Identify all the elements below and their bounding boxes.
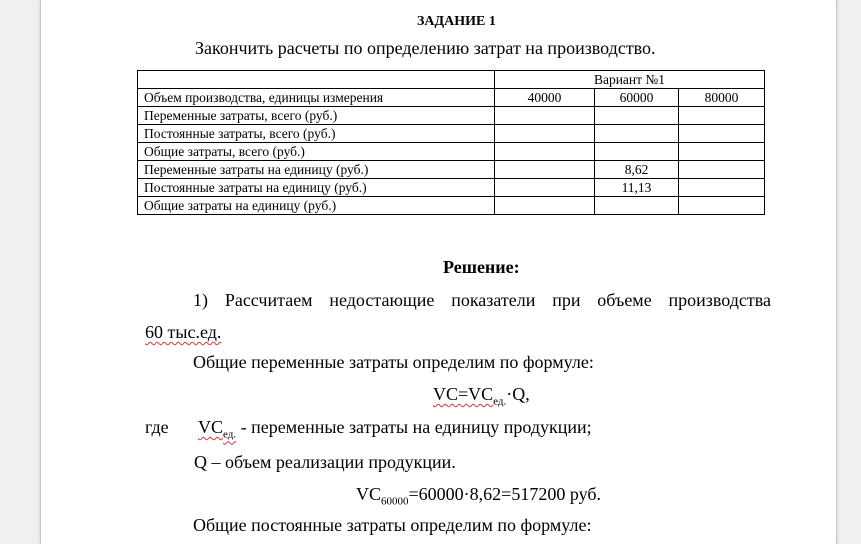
definition-q: Q – объем реализации продукции. [194, 452, 456, 472]
table-cell [679, 125, 765, 143]
task-title: ЗАДАНИЕ 1 [417, 14, 496, 29]
spellcheck-text: 60 тыс.ед. [145, 322, 222, 342]
calc-symbol: VC [356, 484, 382, 504]
table-cell [595, 107, 679, 125]
table-cell [495, 161, 595, 179]
definition-text: - переменные затраты на единицу продукции; [240, 417, 592, 437]
document-page [40, 0, 837, 544]
task-description: Закончить расчеты по определению затрат на производство. [195, 38, 656, 58]
table-row [138, 197, 765, 215]
solution-heading: Решение: [443, 257, 520, 277]
table-row [138, 143, 765, 161]
table-cell [679, 179, 765, 197]
table-cell [595, 143, 679, 161]
row-label: Объем производства, единицы измерения [138, 89, 495, 107]
table-cell [495, 125, 595, 143]
calc-subscript: 60000 [381, 495, 409, 508]
row-label: Постоянные затраты на единицу (руб.) [138, 179, 495, 197]
formula-part: VC=VC [433, 384, 494, 404]
formula-subscript: ед. [493, 395, 507, 408]
variant-header: Вариант №1 [495, 71, 765, 89]
word: производства [668, 290, 771, 310]
table-cell: 40000 [495, 89, 595, 107]
word: Рассчитаем [224, 290, 313, 310]
row-label: Общие затраты, всего (руб.) [138, 143, 495, 161]
paragraph-2: Общие переменные затраты определим по формуле: [193, 352, 594, 372]
table-cell [679, 107, 765, 125]
row-label: Переменные затраты, всего (руб.) [138, 107, 495, 125]
paragraph-1 [193, 290, 771, 311]
paragraph-3: Общие постоянные затраты определим по формуле: [193, 515, 592, 535]
table-cell: 8,62 [595, 161, 679, 179]
formula-part: ·Q, [506, 384, 530, 404]
definition-subscript: ед. [223, 428, 237, 441]
table-cell: 60000 [595, 89, 679, 107]
table-cell [679, 197, 765, 215]
table-cell [595, 197, 679, 215]
word: при [552, 290, 581, 310]
table-cell [495, 197, 595, 215]
word: недостающие [329, 290, 435, 310]
table-cell [138, 71, 495, 89]
table-cell [679, 143, 765, 161]
calculation-vc [356, 484, 601, 508]
table-cell [595, 125, 679, 143]
table-cell: 11,13 [595, 179, 679, 197]
row-label: Общие затраты на единицу (руб.) [138, 197, 495, 215]
table-cell [679, 161, 765, 179]
paragraph-1-end [145, 322, 221, 343]
cost-table [137, 70, 765, 215]
row-label: Переменные затраты на единицу (руб.) [138, 161, 495, 179]
word: 1) [193, 290, 208, 310]
table-row [138, 125, 765, 143]
table-row [138, 161, 765, 179]
calc-expression: =60000·8,62=517200 руб. [408, 484, 601, 504]
table-cell [495, 179, 595, 197]
table-cell: 80000 [679, 89, 765, 107]
table-cell [495, 107, 595, 125]
row-label: Постоянные затраты, всего (руб.) [138, 125, 495, 143]
table-header-row [138, 71, 765, 89]
word: показатели [451, 290, 536, 310]
table-row [138, 107, 765, 125]
word: объеме [597, 290, 652, 310]
table-cell [495, 143, 595, 161]
table-row [138, 179, 765, 197]
definition-symbol: VC [198, 417, 224, 437]
formula-vc [433, 384, 530, 408]
table-row [138, 89, 765, 107]
definition-vc [198, 417, 592, 441]
where-label: где [145, 417, 169, 437]
